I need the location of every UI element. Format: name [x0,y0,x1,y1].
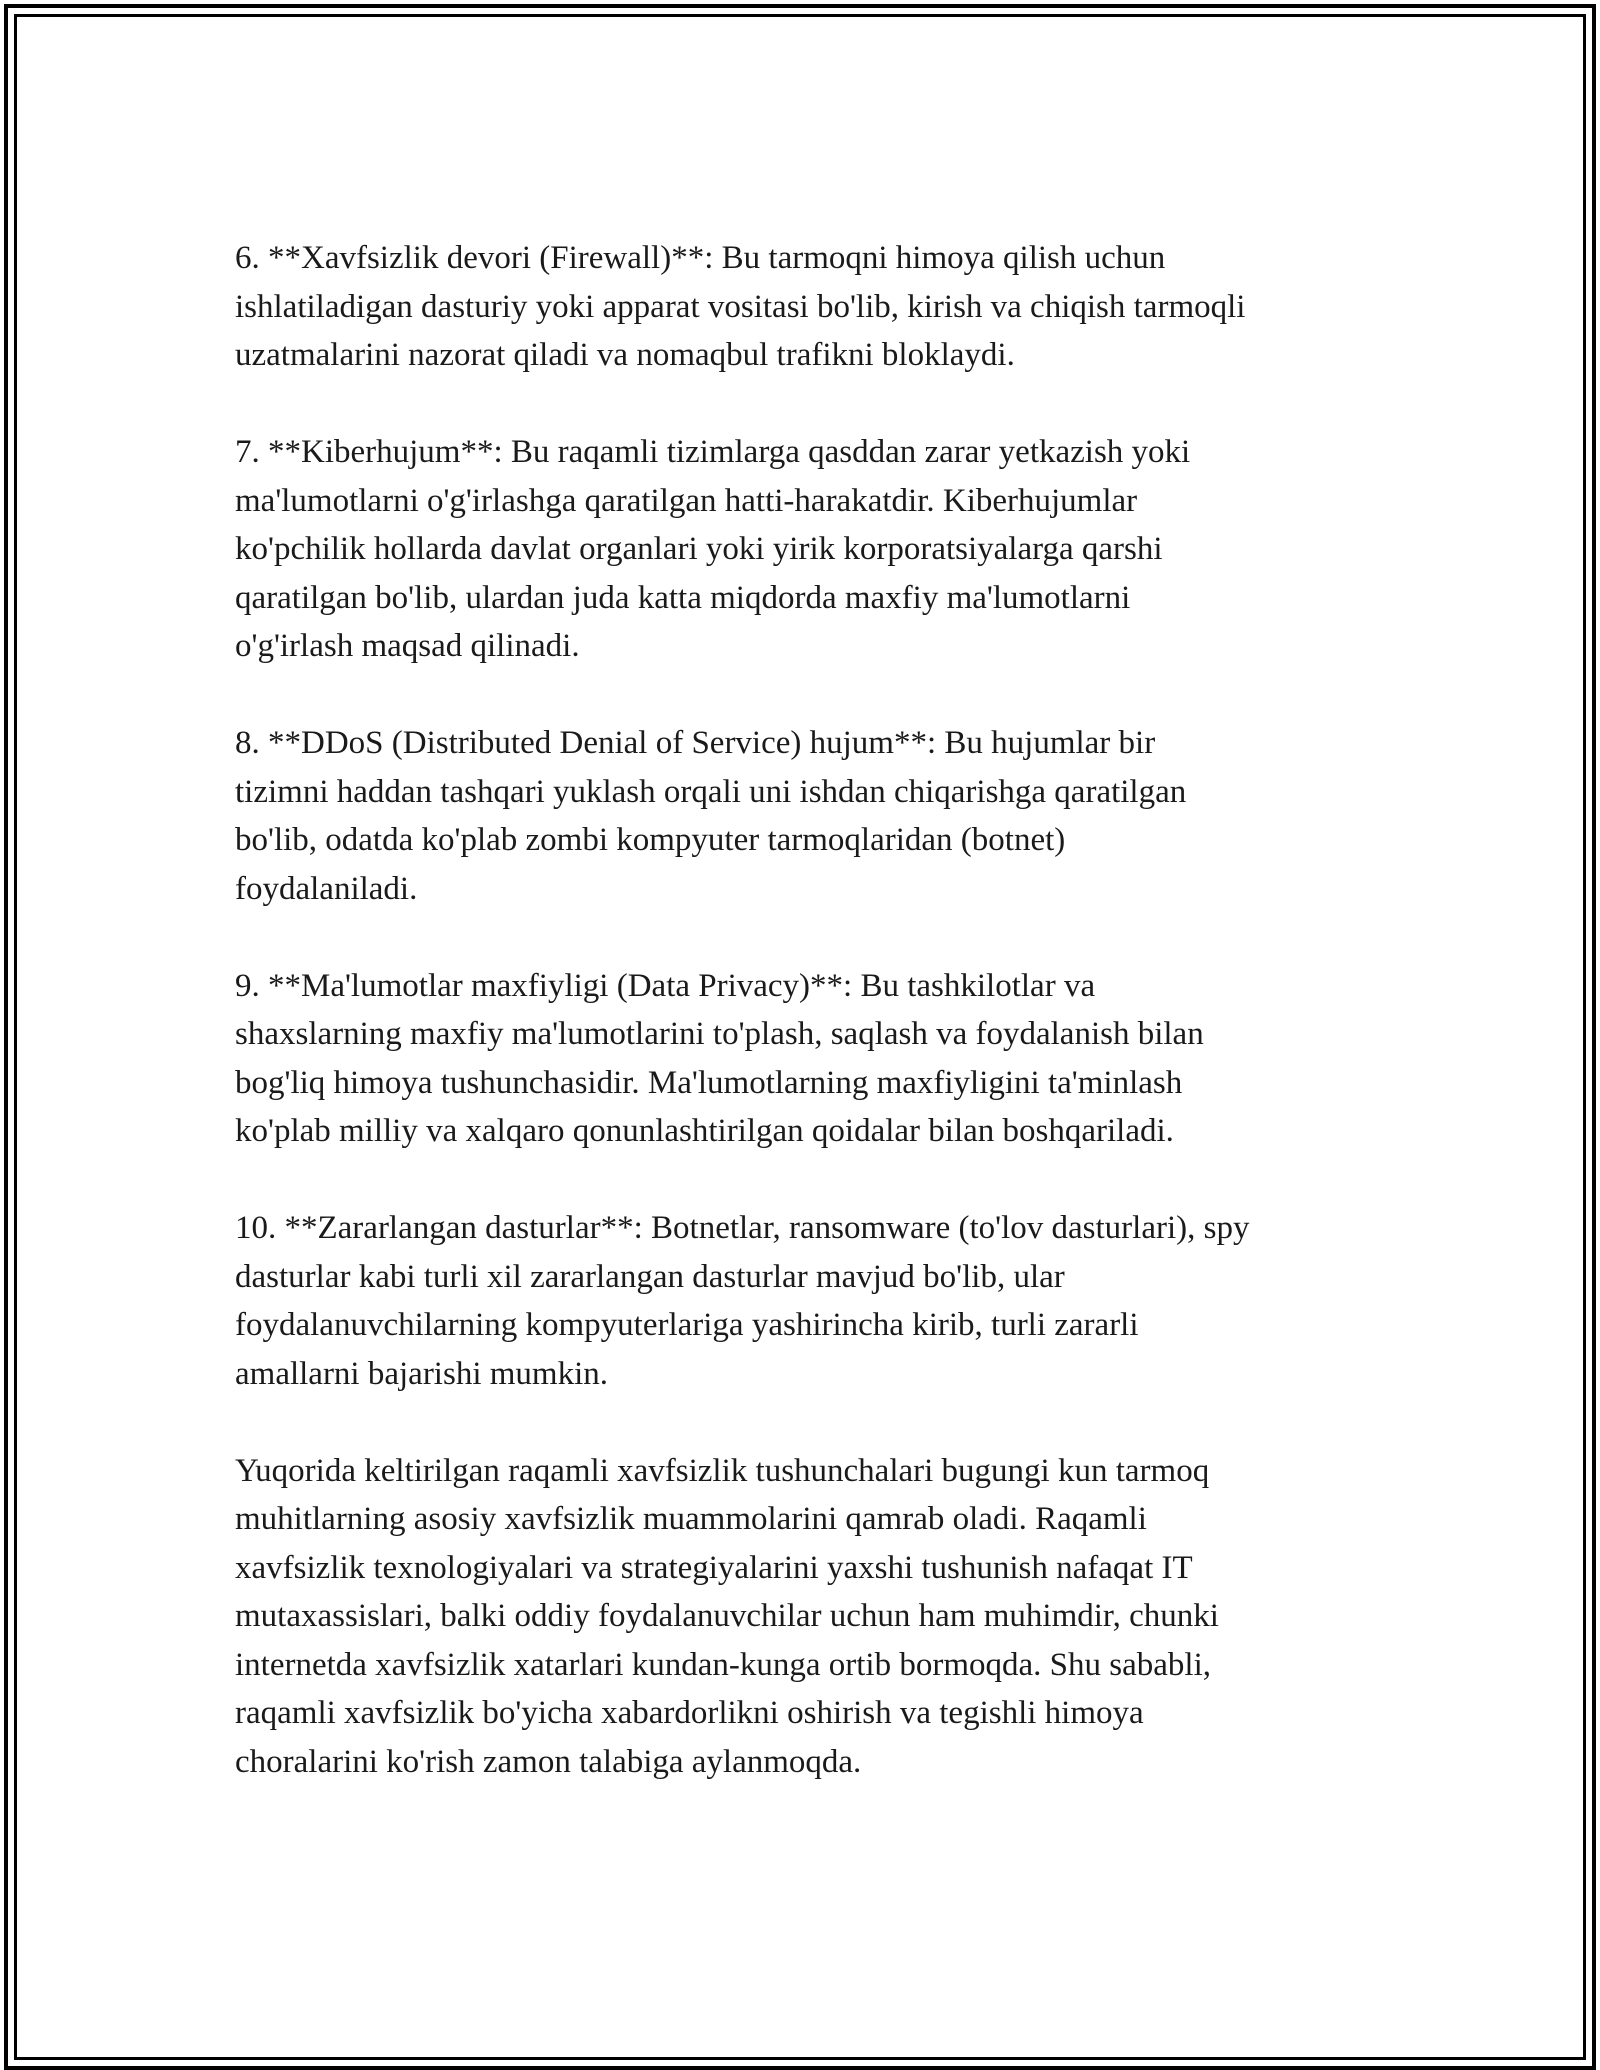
paragraph-cyberattack: 7. **Kiberhujum**: Bu raqamli tizimlarga qasddan zarar yetkazish yoki ma'lumotlarni o'g'irlashga qaratilgan hatti-harakatdir. Kiberhujumlar ko'pchilik hollarda davlat organlari yoki yirik korporatsiyalarga qarshi qaratilgan bo'lib, ulardan juda katta miqdorda maxfiy ma'lumotlarni o'g'irlash maqsad qilinadi. [235,434,1191,664]
paragraph-ddos: 8. **DDoS (Distributed Denial of Service) hujum**: Bu hujumlar bir tizimni haddan tashqari yuklash orqali uni ishdan chiqarishga qaratilgan bo'lib, odatda ko'plab zombi kompyuter tarmoqlaridan (botnet) foydalaniladi. [235,725,1187,907]
paragraph-firewall: 6. **Xavfsizlik devori (Firewall)**: Bu tarmoqni himoya qilish uchun ishlatiladigan dasturiy yoki apparat vositasi bo'lib, kirish va chiqish tarmoqli uzatmalarini nazorat qiladi va nomaqbul trafikni bloklaydi. [235,240,1246,373]
document-body [235,234,1385,1786]
paragraph-conclusion: Yuqorida keltirilgan raqamli xavfsizlik tushunchalari bugungi kun tarmoq muhitlarning asosiy xavfsizlik muammolarini qamrab oladi. Raqamli xavfsizlik texnologiyalari va strategiyalarini yaxshi tushunish nafaqat IT mutaxassislari, balki oddiy foydalanuvchilar uchun ham muhimdir, chunki internetda xavfsizlik xatarlari kundan-kunga ortib bormoqda. Shu sababli, raqamli xavfsizlik bo'yicha xabardorlikni oshirish va tegishli himoya choralarini ko'rish zamon talabiga aylanmoqda. [235,1452,1219,1780]
paragraph-data-privacy: 9. **Ma'lumotlar maxfiyligi (Data Privacy)**: Bu tashkilotlar va shaxslarning maxfiy ma'lumotlarini to'plash, saqlash va foydalanish bilan bog'liq himoya tushunchasidir. Ma'lumotlarning maxfiyligini ta'minlash ko'plab milliy va xalqaro qonunlashtirilgan qoidalar bilan boshqariladi. [235,967,1204,1149]
paragraph-malware: 10. **Zararlangan dasturlar**: Botnetlar, ransomware (to'lov dasturlari), spy dasturlar kabi turli xil zararlangan dasturlar mavjud bo'lib, ular foydalanuvchilarning kompyuterlariga yashirincha kirib, turli zararli amallarni bajarishi mumkin. [235,1210,1250,1392]
